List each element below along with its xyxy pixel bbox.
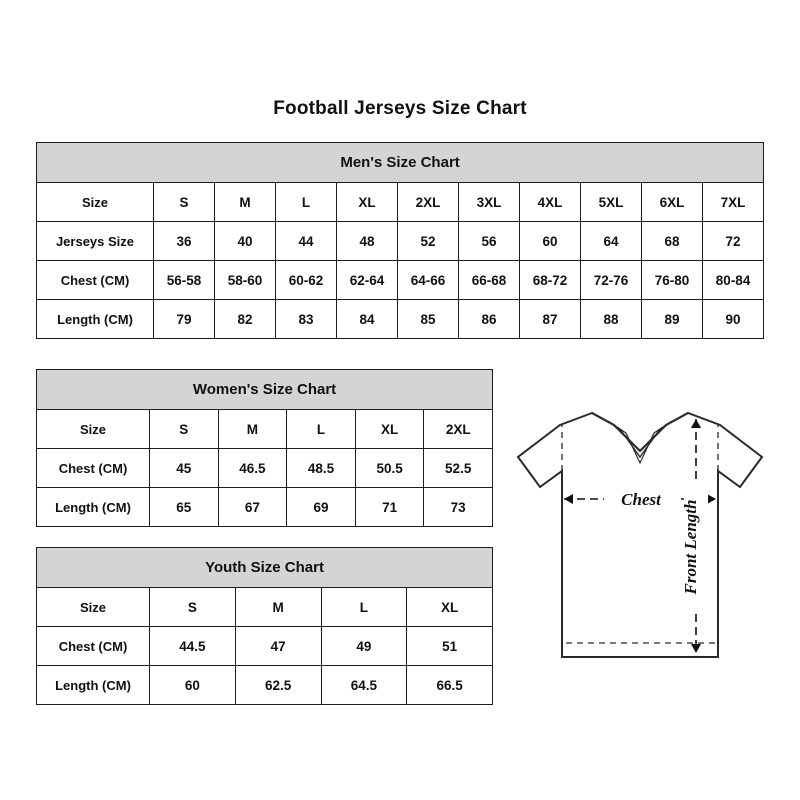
cell: 65 (150, 488, 219, 527)
cell: 60 (520, 222, 581, 261)
table-caption-row (37, 370, 493, 410)
table-caption-row (37, 548, 493, 588)
cell: 56-58 (154, 261, 215, 300)
page-title: Football Jerseys Size Chart (273, 98, 527, 119)
cell: 62.5 (235, 666, 321, 705)
cell: 58-60 (215, 261, 276, 300)
cell: S (150, 410, 219, 449)
cell: S (154, 183, 215, 222)
cell: 62-64 (337, 261, 398, 300)
cell: L (287, 410, 356, 449)
cell: 50.5 (355, 449, 424, 488)
cell: 66-68 (459, 261, 520, 300)
cell: 88 (581, 300, 642, 339)
cell: XL (337, 183, 398, 222)
row-label: Jerseys Size (37, 222, 154, 261)
cell: 73 (424, 488, 493, 527)
youth-caption: Youth Size Chart (37, 548, 493, 588)
cell: 5XL (581, 183, 642, 222)
cell: S (150, 588, 236, 627)
cell: 36 (154, 222, 215, 261)
mens-size-table (36, 142, 764, 339)
row-label: Size (37, 183, 154, 222)
cell: 60 (150, 666, 236, 705)
cell: XL (355, 410, 424, 449)
cell: 87 (520, 300, 581, 339)
cell: 52.5 (424, 449, 493, 488)
cell: 40 (215, 222, 276, 261)
cell: 3XL (459, 183, 520, 222)
table-row (37, 449, 493, 488)
mens-size-chart (36, 142, 763, 339)
cell: 76-80 (642, 261, 703, 300)
row-label: Size (37, 588, 150, 627)
cell: 44 (276, 222, 337, 261)
cell: 72-76 (581, 261, 642, 300)
cell: 48 (337, 222, 398, 261)
table-row (37, 300, 764, 339)
table-row (37, 488, 493, 527)
cell: 6XL (642, 183, 703, 222)
cell: 68-72 (520, 261, 581, 300)
cell: 72 (703, 222, 764, 261)
womens-caption: Women's Size Chart (37, 370, 493, 410)
table-caption-row (37, 143, 764, 183)
row-label: Chest (CM) (37, 261, 154, 300)
cell: 90 (703, 300, 764, 339)
table-row (37, 410, 493, 449)
table-row (37, 627, 493, 666)
cell: 84 (337, 300, 398, 339)
cell: 47 (235, 627, 321, 666)
cell: 46.5 (218, 449, 287, 488)
jersey-diagram (500, 395, 780, 695)
cell: 2XL (424, 410, 493, 449)
cell: 67 (218, 488, 287, 527)
cell: M (218, 410, 287, 449)
cell: M (215, 183, 276, 222)
table-row (37, 666, 493, 705)
cell: 44.5 (150, 627, 236, 666)
youth-size-table (36, 547, 493, 705)
cell: 89 (642, 300, 703, 339)
cell: 80-84 (703, 261, 764, 300)
cell: XL (407, 588, 493, 627)
cell: 68 (642, 222, 703, 261)
cell: 69 (287, 488, 356, 527)
row-label: Chest (CM) (37, 449, 150, 488)
cell: 60-62 (276, 261, 337, 300)
womens-size-table (36, 369, 493, 527)
cell: M (235, 588, 321, 627)
cell: 85 (398, 300, 459, 339)
cell: 64 (581, 222, 642, 261)
cell: 79 (154, 300, 215, 339)
womens-size-chart (36, 369, 492, 527)
chest-label: Chest (621, 490, 661, 509)
cell: 64-66 (398, 261, 459, 300)
cell: 71 (355, 488, 424, 527)
cell: 52 (398, 222, 459, 261)
cell: 66.5 (407, 666, 493, 705)
cell: 7XL (703, 183, 764, 222)
cell: 2XL (398, 183, 459, 222)
cell: 49 (321, 627, 407, 666)
row-label: Chest (CM) (37, 627, 150, 666)
front-length-label: Front Length (681, 499, 700, 595)
table-row (37, 588, 493, 627)
row-label: Length (CM) (37, 666, 150, 705)
cell: 56 (459, 222, 520, 261)
cell: L (321, 588, 407, 627)
table-row (37, 222, 764, 261)
youth-size-chart (36, 547, 492, 705)
table-row (37, 261, 764, 300)
table-row (37, 183, 764, 222)
cell: 86 (459, 300, 520, 339)
cell: 51 (407, 627, 493, 666)
cell: 83 (276, 300, 337, 339)
mens-caption: Men's Size Chart (37, 143, 764, 183)
row-label: Length (CM) (37, 488, 150, 527)
cell: 82 (215, 300, 276, 339)
row-label: Length (CM) (37, 300, 154, 339)
row-label: Size (37, 410, 150, 449)
cell: 45 (150, 449, 219, 488)
cell: 4XL (520, 183, 581, 222)
cell: L (276, 183, 337, 222)
cell: 64.5 (321, 666, 407, 705)
cell: 48.5 (287, 449, 356, 488)
